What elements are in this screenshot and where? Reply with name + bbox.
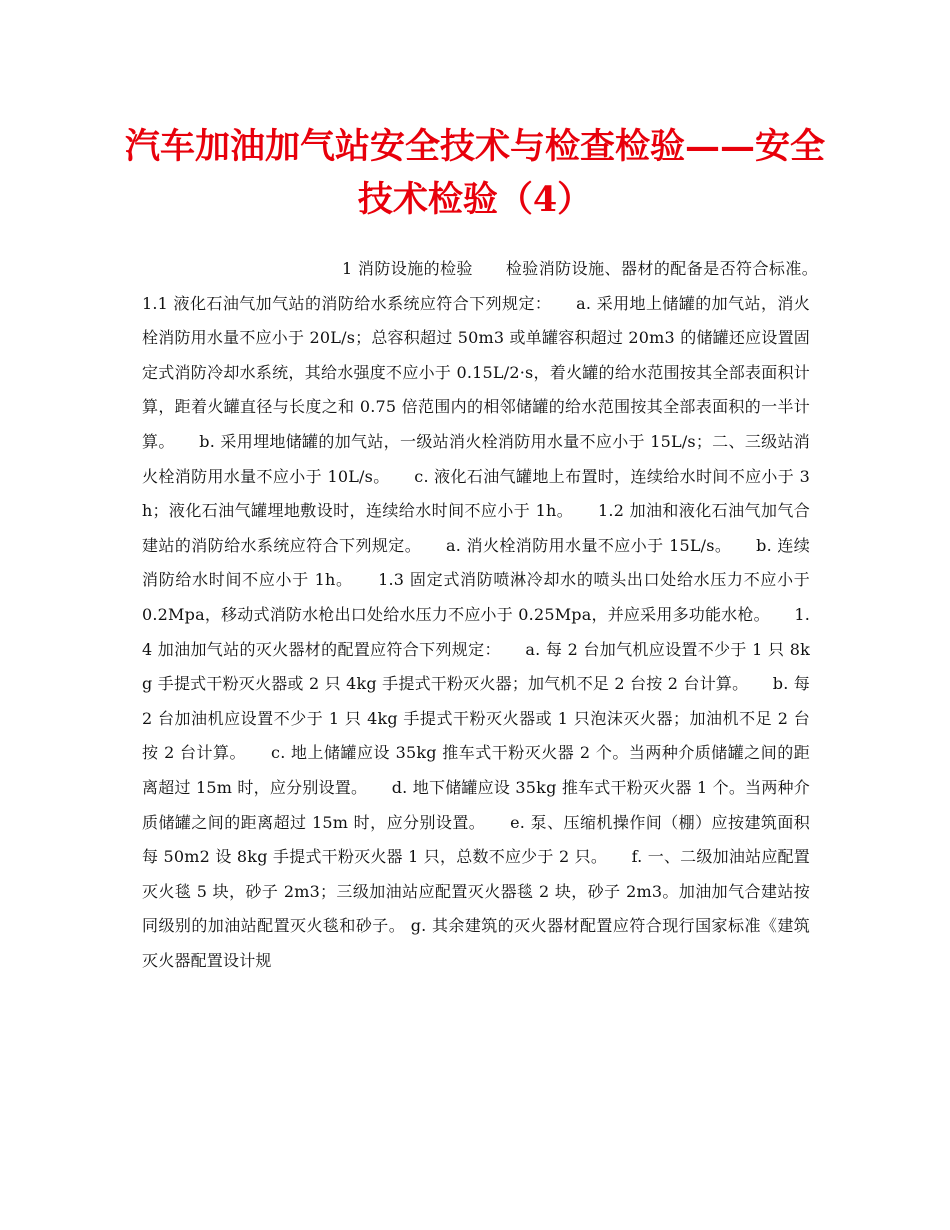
body-paragraph: 1 消防设施的检验 检验消防设施、器材的配备是否符合标准。 1.1 液化石油气加气站的消防给水系统应符合下列规定： a. 采用地上储罐的加气站，消火栓消防用水量不应小于 20L/s；总容积超过 50m3 或单罐容积超过 20m3 的储罐还应设置固定式消防冷却水系统，其给水强度不应小于 0.15L/2·s，着火罐的给水范围按其全部表面积计算，距着火罐直径与长度之和 0.75 倍范围内的相邻储罐的给水范围按其全部表面积的一半计算。 b. 采用埋地储罐的加气站，一级站消火栓消防用水量不应小于 15L/s；二、三级站消火栓消防用水量不应小于 10L/s。 c. 液化石油气罐地上布置时，连续给水时间不应小于 3h；液化石油气罐埋地敷设时，连续给水时间不应小于 1h。 1.2 加油和液化石油气加气合建站的消防给水系统应符合下列规定。 a. 消火栓消防用水量不应小于 15L/s。 b. 连续消防给水时间不应小于 1h。 1.3 固定式消防喷淋冷却水的喷头出口处给水压力不应小于 0.2Mpa，移动式消防水枪出口处给水压力不应小于 0.25Mpa，并应采用多功能水枪。 1.4 加油加气站的灭火器材的配置应符合下列规定： a. 每 2 台加气机应设置不少于 1 只 8kg 手提式干粉灭火器或 2 只 4kg 手提式干粉灭火器；加气机不足 2 台按 2 台计算。 b. 每 2 台加油机应设置不少于 1 只 4kg 手提式干粉灭火器或 1 只泡沫灭火器；加油机不足 2 台按 2 台计算。 c. 地上储罐应设 35kg 推车式干粉灭火器 2 个。当两种介质储罐之间的距离超过 15m 时，应分别设置。 d. 地下储罐应设 35kg 推车式干粉灭火器 1 个。当两种介质储罐之间的距离超过 15m 时，应分别设置。 e. 泵、压缩机操作间（棚）应按建筑面积每 50m2 设 8kg 手提式干粉灭火器 1 只，总数不应少于 2 只。 f. 一、二级加油站应配置灭火毯 5 块，砂子 2m3；三级加油站应配置灭火器毯 2 块，砂子 2m3。加油加气合建站按同级别的加油站配置灭火毯和砂子。 g. 其余建筑的灭火器材配置应符合现行国家标准《建筑灭火器配置设计规 [142, 259, 843, 970]
page-title: 汽车加油加气站安全技术与检查检验——安全技术检验（4） [124, 126, 825, 220]
